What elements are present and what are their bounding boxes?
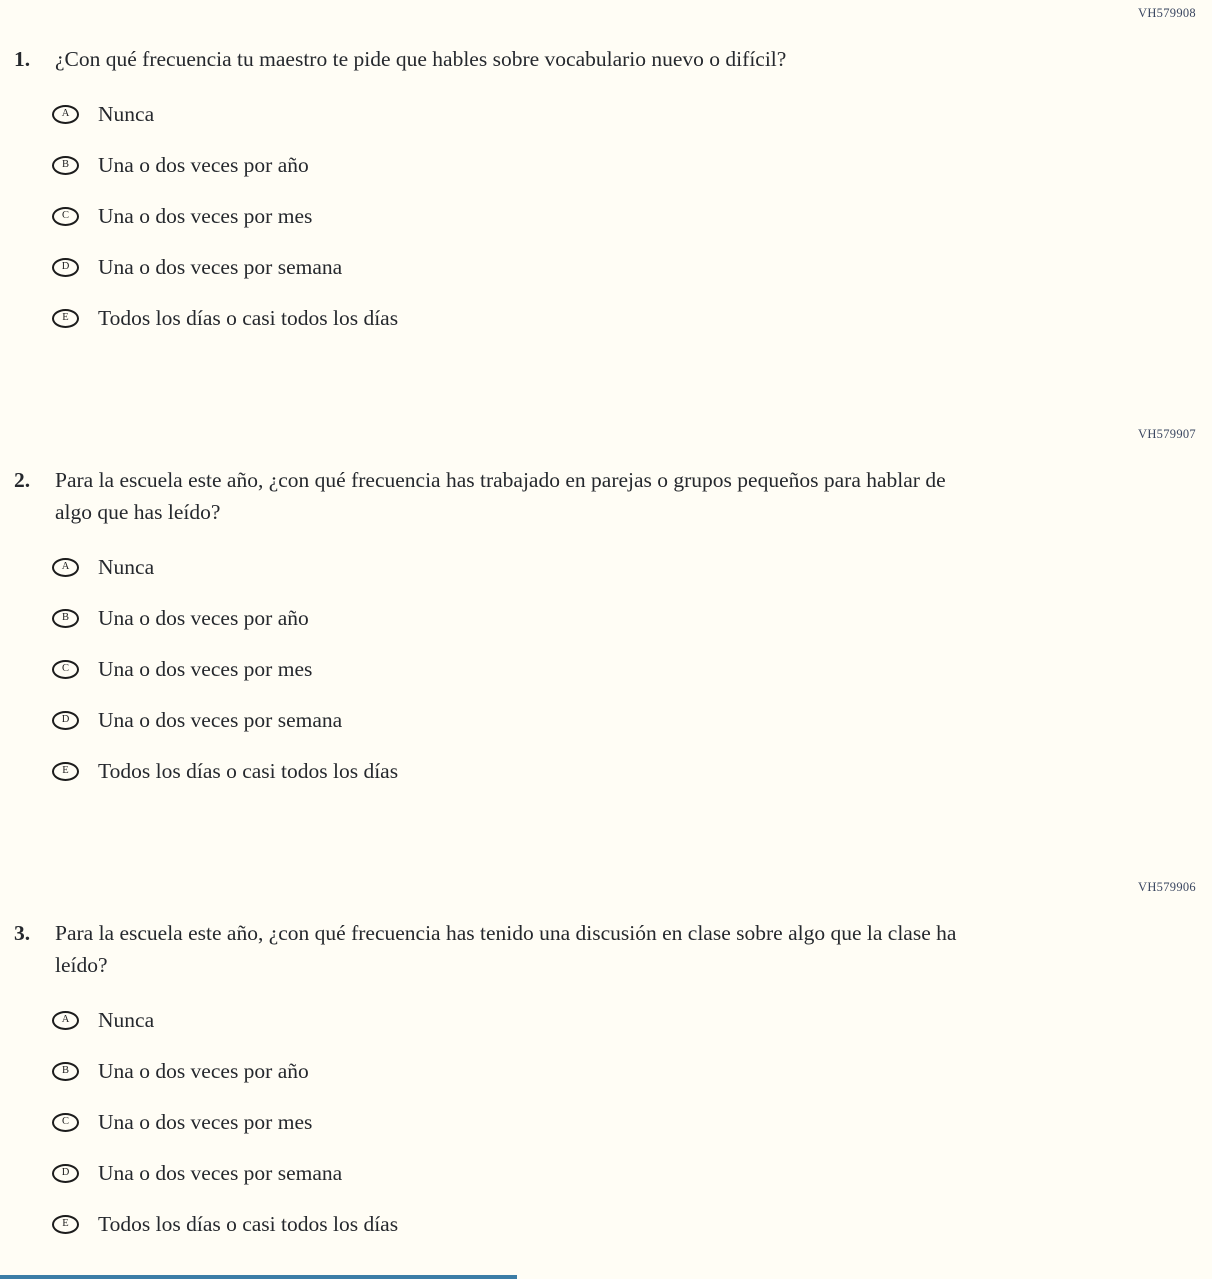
option-label: Todos los días o casi todos los días xyxy=(98,1212,399,1236)
option-label: Una o dos veces por mes xyxy=(98,1110,313,1134)
option-bubble-c[interactable]: C xyxy=(52,1113,79,1132)
question-block-2 xyxy=(0,427,1212,784)
answer-options xyxy=(0,101,1212,331)
question-number: 1. xyxy=(14,47,31,71)
answer-option-a[interactable] xyxy=(52,1007,1212,1033)
option-bubble-b[interactable]: B xyxy=(52,1062,79,1081)
question-code: VH579906 xyxy=(1138,880,1196,894)
option-label: Nunca xyxy=(98,555,155,579)
answer-option-e[interactable] xyxy=(52,758,1212,784)
option-label: Todos los días o casi todos los días xyxy=(98,759,399,783)
option-bubble-c[interactable]: C xyxy=(52,207,79,226)
option-bubble-b[interactable]: B xyxy=(52,609,79,628)
option-label: Una o dos veces por año xyxy=(98,153,309,177)
question-1 xyxy=(0,43,1212,75)
answer-option-d[interactable] xyxy=(52,707,1212,733)
answer-option-d[interactable] xyxy=(52,254,1212,280)
option-bubble-d[interactable]: D xyxy=(52,711,79,730)
option-label: Todos los días o casi todos los días xyxy=(98,306,399,330)
option-bubble-e[interactable]: E xyxy=(52,309,79,328)
option-label: Una o dos veces por semana xyxy=(98,1161,343,1185)
answer-options xyxy=(0,1007,1212,1237)
option-bubble-a[interactable]: A xyxy=(52,558,79,577)
option-label: Una o dos veces por semana xyxy=(98,255,343,279)
question-block-1 xyxy=(0,6,1212,331)
answer-option-c[interactable] xyxy=(52,1109,1212,1135)
answer-option-e[interactable] xyxy=(52,1211,1212,1237)
option-bubble-c[interactable]: C xyxy=(52,660,79,679)
option-bubble-a[interactable]: A xyxy=(52,105,79,124)
option-bubble-a[interactable]: A xyxy=(52,1011,79,1030)
question-3 xyxy=(0,917,1212,981)
answer-option-b[interactable] xyxy=(52,605,1212,631)
option-label: Nunca xyxy=(98,1008,155,1032)
question-number: 2. xyxy=(14,468,31,492)
question-code: VH579907 xyxy=(1138,427,1196,441)
answer-option-a[interactable] xyxy=(52,554,1212,580)
answer-options xyxy=(0,554,1212,784)
answer-option-a[interactable] xyxy=(52,101,1212,127)
answer-option-c[interactable] xyxy=(52,656,1212,682)
question-2 xyxy=(0,464,1212,528)
option-label: Una o dos veces por mes xyxy=(98,204,313,228)
option-bubble-e[interactable]: E xyxy=(52,762,79,781)
option-bubble-e[interactable]: E xyxy=(52,1215,79,1234)
bottom-accent-bar xyxy=(0,1275,517,1279)
option-label: Una o dos veces por semana xyxy=(98,708,343,732)
option-bubble-b[interactable]: B xyxy=(52,156,79,175)
question-block-3 xyxy=(0,880,1212,1237)
option-label: Una o dos veces por año xyxy=(98,606,309,630)
answer-option-e[interactable] xyxy=(52,305,1212,331)
option-label: Nunca xyxy=(98,102,155,126)
answer-option-b[interactable] xyxy=(52,152,1212,178)
question-code: VH579908 xyxy=(1138,6,1196,20)
option-bubble-d[interactable]: D xyxy=(52,1164,79,1183)
question-text: Para la escuela este año, ¿con qué frecuencia has trabajado en parejas o grupos pequeños para hablar de algo que has leído? xyxy=(55,468,946,524)
question-text: ¿Con qué frecuencia tu maestro te pide que hables sobre vocabulario nuevo o difícil? xyxy=(55,47,787,71)
option-bubble-d[interactable]: D xyxy=(52,258,79,277)
answer-option-d[interactable] xyxy=(52,1160,1212,1186)
option-label: Una o dos veces por mes xyxy=(98,657,313,681)
answer-option-b[interactable] xyxy=(52,1058,1212,1084)
question-text: Para la escuela este año, ¿con qué frecuencia has tenido una discusión en clase sobre algo que la clase ha leído? xyxy=(55,921,957,977)
option-label: Una o dos veces por año xyxy=(98,1059,309,1083)
answer-option-c[interactable] xyxy=(52,203,1212,229)
question-number: 3. xyxy=(14,921,31,945)
